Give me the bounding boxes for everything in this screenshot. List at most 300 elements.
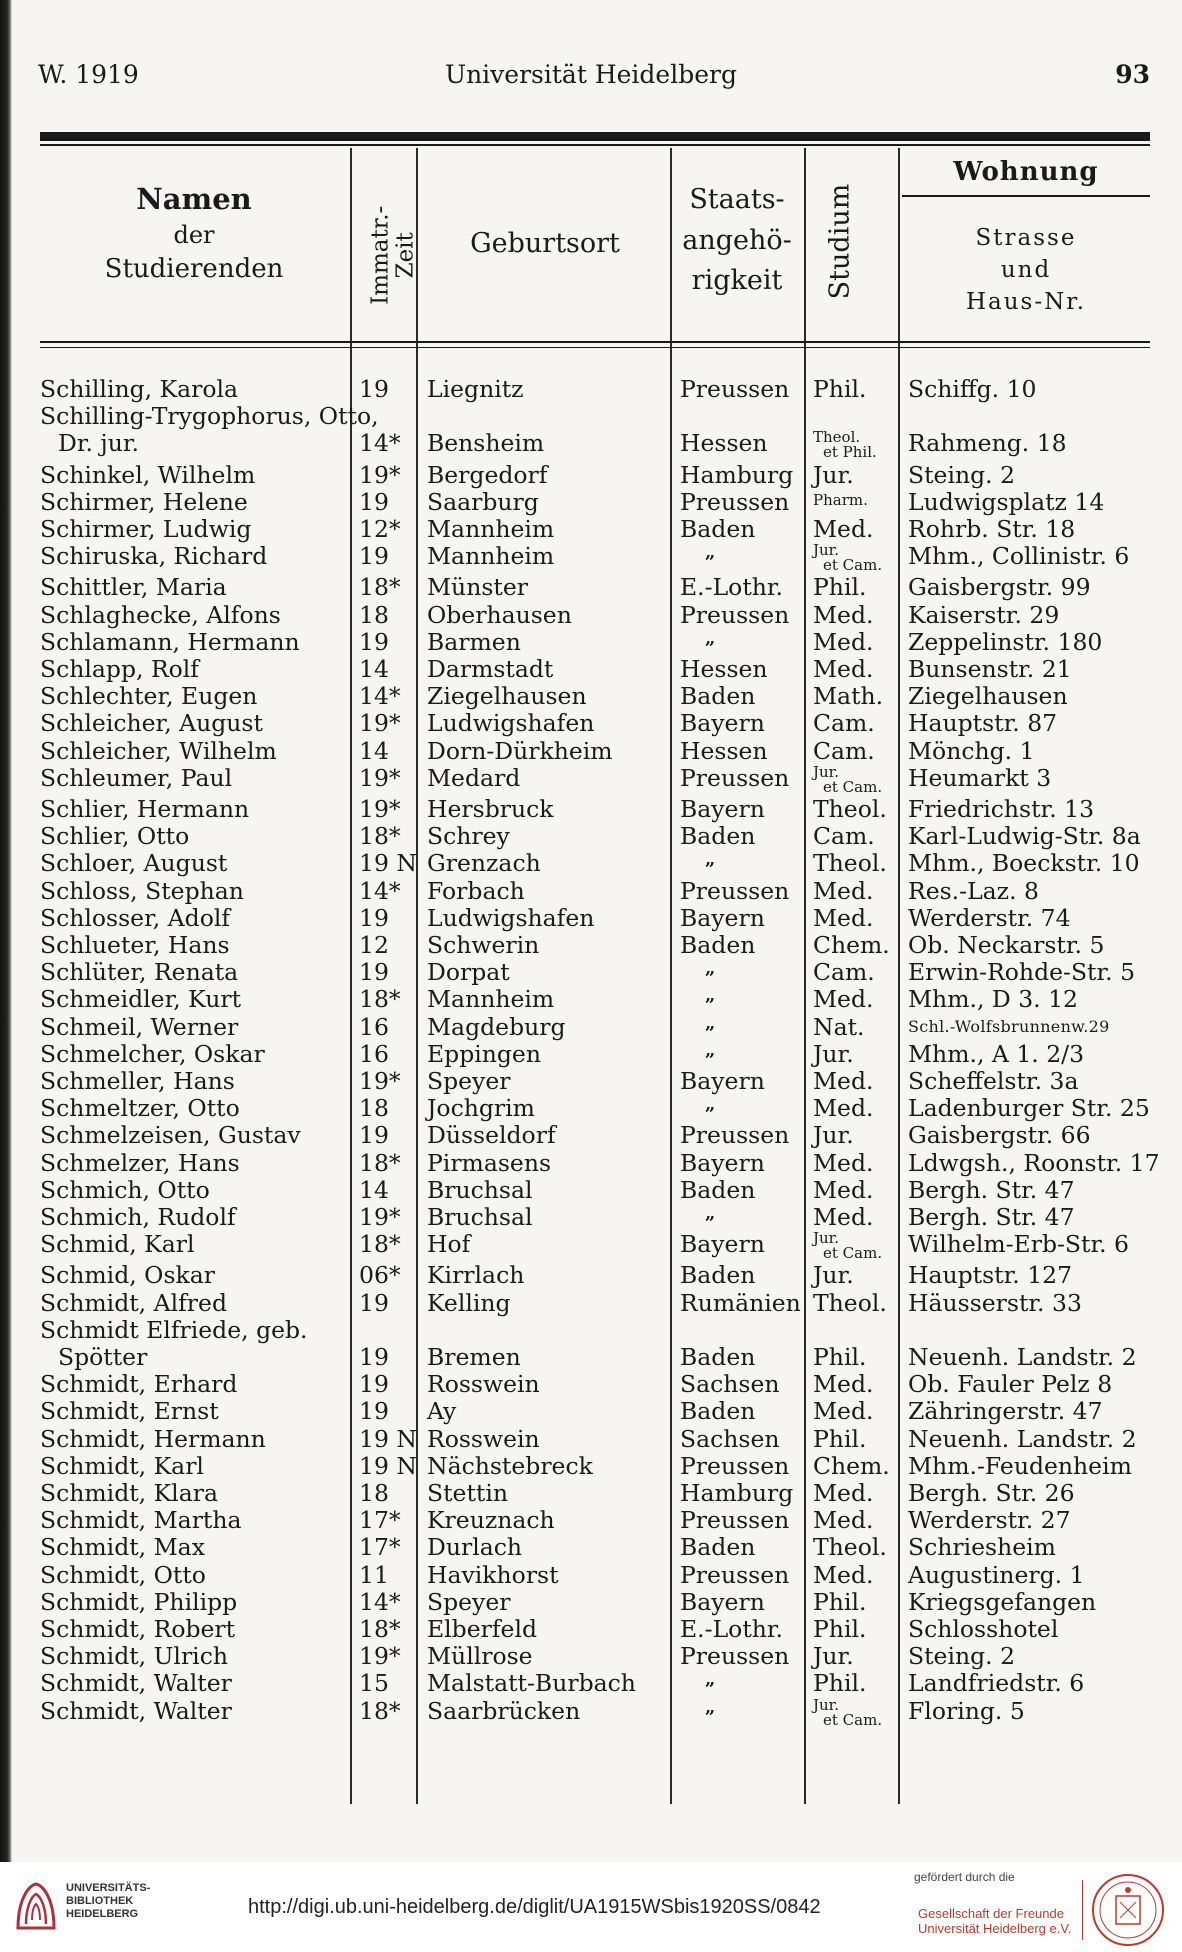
address: Mhm.-Feudenheim [908, 1451, 1132, 1480]
nationality: „ [705, 542, 716, 564]
student-name: Schirmer, Ludwig [40, 515, 252, 543]
address: Werderstr. 27 [908, 1506, 1071, 1535]
table-row [0, 795, 1182, 822]
birthplace: Müllrose [427, 1642, 533, 1671]
immatr-zeit: 19 [359, 1288, 389, 1317]
study-subject: Phil. [813, 1615, 867, 1643]
address: Karl-Ludwig-Str. 8a [908, 822, 1141, 851]
immatr-zeit: 18* [359, 1696, 401, 1725]
address: Häusserstr. 33 [908, 1288, 1082, 1317]
birthplace: Elberfeld [427, 1615, 538, 1643]
immatr-zeit: 14* [359, 1587, 401, 1616]
study-subject: Theol. [813, 1288, 887, 1317]
namen-label: Namen [136, 182, 252, 216]
table-row [0, 1229, 1182, 1263]
table-row [0, 1067, 1182, 1094]
student-name: Schmidt, Klara [40, 1479, 218, 1507]
study-subject: Phil. [813, 573, 867, 602]
study-subject: Jur. et Cam. [813, 1695, 883, 1729]
table-row [0, 1013, 1182, 1040]
table-row [0, 1615, 1182, 1642]
student-name: Schmid, Oskar [40, 1261, 215, 1290]
table-row [0, 1094, 1182, 1121]
student-name: Schlüter, Renata [40, 958, 239, 987]
column-header-namen [40, 180, 348, 287]
address: Schriesheim [908, 1533, 1056, 1562]
table-row [0, 573, 1182, 600]
column-header-strasse [902, 222, 1150, 319]
birthplace: Pirmasens [427, 1148, 552, 1177]
page-title: Universität Heidelberg [445, 60, 737, 89]
top-rule-thin [40, 144, 1150, 146]
nationality: Sachsen [680, 1424, 780, 1453]
student-name: Schmidt, Karl [40, 1451, 204, 1480]
student-table [0, 375, 1182, 1795]
address: Res.-Laz. 8 [908, 876, 1039, 905]
student-name: Schmidt, Robert [40, 1615, 236, 1643]
study-subject: Theol. et Phil. [813, 428, 877, 462]
birthplace: Mannheim [427, 515, 555, 543]
study-subject: Med. [813, 1148, 874, 1177]
study-subject: Jur. [813, 1642, 854, 1671]
table-row [0, 709, 1182, 736]
address: Hauptstr. 87 [908, 709, 1058, 738]
nationality: Preussen [680, 1121, 790, 1150]
table-row [0, 1203, 1182, 1230]
address: Ziegelhausen [908, 682, 1068, 711]
birthplace: Ludwigshafen [427, 709, 595, 738]
address: Bergh. Str. 47 [908, 1175, 1075, 1204]
address: Mhm., Collinistr. 6 [908, 542, 1130, 571]
table-row [0, 1695, 1182, 1729]
immatr-zeit: 19* [359, 1067, 401, 1095]
student-name: Schleicher, August [40, 709, 263, 738]
nationality: Hessen [680, 429, 768, 458]
immatr-zeit: 14* [359, 876, 401, 905]
birthplace: Bruchsal [427, 1203, 533, 1231]
sponsor-name-line: Gesellschaft der Freunde [918, 1906, 1064, 1921]
address: Friedrichstr. 13 [908, 795, 1095, 823]
nationality: Bayern [680, 1230, 765, 1259]
address: Kaiserstr. 29 [908, 600, 1060, 629]
study-subject: Med. [813, 1479, 874, 1507]
study-subject: Med. [813, 1397, 874, 1426]
nationality: Hessen [680, 655, 768, 683]
address: Gaisbergstr. 99 [908, 573, 1091, 602]
immatr-zeit: 19* [359, 1203, 401, 1231]
table-row [0, 877, 1182, 904]
birthplace: Mannheim [427, 985, 555, 1014]
birthplace: Liegnitz [427, 375, 524, 403]
immatr-zeit: 14 [359, 655, 389, 683]
immatr-zeit: 19* [359, 709, 401, 738]
immatr-zeit: 19 [359, 1343, 389, 1371]
table-row [0, 1425, 1182, 1452]
table-row [0, 1289, 1182, 1316]
study-subject: Med. [813, 1560, 874, 1589]
table-row [0, 1040, 1182, 1067]
student-name: Schmeil, Werner [40, 1012, 239, 1041]
study-subject: Jur. et Cam. [813, 762, 883, 796]
study-subject: Nat. [813, 1012, 865, 1041]
immatr-zeit: 19 N [359, 1424, 417, 1453]
student-name: Schmid, Karl [40, 1230, 195, 1259]
study-subject: Med. [813, 876, 874, 905]
immatr-zeit: 19 N [359, 1451, 417, 1480]
nationality: „ [705, 958, 716, 980]
nationality: Sachsen [680, 1370, 780, 1399]
study-subject: Med. [813, 1203, 874, 1231]
birthplace: Speyer [427, 1067, 511, 1095]
table-row [0, 985, 1182, 1012]
birthplace: Hof [427, 1230, 471, 1259]
birthplace: Grenzach [427, 849, 541, 878]
university-seal-icon [1090, 1872, 1166, 1948]
der-label: der [173, 221, 215, 250]
birthplace: Nächstebreck [427, 1451, 593, 1480]
study-subject: Theol. [813, 849, 887, 878]
table-row [0, 1121, 1182, 1148]
birthplace: Barmen [427, 627, 521, 656]
student-name: Schloss, Stephan [40, 876, 244, 905]
address: Mhm., Boeckstr. 10 [908, 849, 1140, 878]
student-name: Schlueter, Hans [40, 931, 230, 959]
semester-label: W. 1919 [38, 60, 139, 89]
immatr-label: Immatr.- [367, 205, 394, 305]
header-bottom-rule [40, 341, 1150, 343]
birthplace: Hersbruck [427, 795, 554, 823]
immatr-zeit: 18* [359, 1615, 401, 1643]
address: Ob. Fauler Pelz 8 [908, 1370, 1113, 1399]
address: Gaisbergstr. 66 [908, 1121, 1091, 1150]
immatr-zeit: 19* [359, 460, 401, 489]
address: Bergh. Str. 47 [908, 1203, 1075, 1231]
study-subject: Med. [813, 627, 874, 656]
sponsor-name-line: Universität Heidelberg e.V. [918, 1921, 1072, 1936]
nationality: E.-Lothr. [680, 1615, 784, 1643]
table-row [0, 849, 1182, 876]
staats-label: Staats- [689, 184, 785, 215]
address: Schlosshotel [908, 1615, 1059, 1643]
table-row [0, 1588, 1182, 1615]
und-label: und [1000, 257, 1052, 284]
header-bottom-rule-thin [40, 347, 1150, 348]
address: Neuenh. Landstr. 2 [908, 1424, 1137, 1453]
birthplace: Malstatt-Burbach [427, 1669, 636, 1698]
student-name: Schlaghecke, Alfons [40, 600, 281, 629]
table-row [0, 1176, 1182, 1203]
immatr-zeit: 14 [359, 1175, 389, 1204]
table-row [0, 1261, 1182, 1288]
study-subject: Med. [813, 600, 874, 629]
student-name: Schmidt, Max [40, 1533, 205, 1562]
nationality: Baden [680, 515, 756, 543]
student-name: Schloer, August [40, 849, 228, 878]
student-name: Schmidt, Martha [40, 1506, 242, 1535]
column-header-immatr [369, 185, 420, 325]
student-name: Schmich, Otto [40, 1175, 210, 1204]
birthplace: Dorn-Dürkheim [427, 736, 613, 765]
zeit-label: Zeit [393, 232, 419, 279]
immatr-zeit: 14* [359, 682, 401, 711]
birthplace: Düsseldorf [427, 1121, 556, 1150]
table-row [0, 1149, 1182, 1176]
table-row [0, 428, 1182, 462]
table-row [0, 1506, 1182, 1533]
study-subject: Jur. [813, 1261, 854, 1290]
study-subject: Jur. et Cam. [813, 541, 883, 575]
nationality: Bayern [680, 903, 765, 932]
immatr-zeit: 19 [359, 487, 389, 516]
immatr-zeit: 19 [359, 1397, 389, 1426]
student-name: Schmidt Elfriede, geb. [40, 1315, 308, 1344]
address: Schiffg. 10 [908, 375, 1037, 403]
student-name: Schiruska, Richard [40, 542, 268, 571]
birthplace: Schwerin [427, 931, 540, 959]
address: Heumarkt 3 [908, 763, 1052, 792]
student-name: Schlapp, Rolf [40, 655, 200, 683]
birthplace: Kirrlach [427, 1261, 525, 1290]
immatr-zeit: 17* [359, 1506, 401, 1535]
address: Steing. 2 [908, 460, 1016, 489]
birthplace: Magdeburg [427, 1012, 566, 1041]
student-name: Schmidt, Ernst [40, 1397, 219, 1426]
address: Rahmeng. 18 [908, 429, 1067, 458]
birthplace: Rosswein [427, 1424, 540, 1453]
table-row [0, 1479, 1182, 1506]
footer [0, 1862, 1182, 1952]
column-header-geburtsort: Geburtsort [470, 228, 620, 259]
immatr-zeit: 16 [359, 1012, 389, 1041]
immatr-zeit: 18* [359, 1230, 401, 1259]
study-subject: Cam. [813, 958, 875, 987]
study-subject: Phil. [813, 375, 867, 403]
nationality: Preussen [680, 1451, 790, 1480]
birthplace: Bremen [427, 1343, 521, 1371]
address: Wilhelm-Erb-Str. 6 [908, 1230, 1130, 1259]
address: Ldwgsh., Roonstr. 17 [908, 1148, 1160, 1177]
student-name: Schmidt, Walter [40, 1669, 232, 1698]
immatr-zeit: 19* [359, 795, 401, 823]
nationality: „ [705, 1012, 716, 1034]
table-row [0, 488, 1182, 515]
birthplace: Durlach [427, 1533, 523, 1562]
nationality: Hamburg [680, 1479, 794, 1507]
angehoe-label: angehö- [682, 224, 792, 256]
birthplace: Münster [427, 573, 528, 602]
immatr-zeit: 12* [359, 515, 401, 543]
study-subject: Chem. [813, 1451, 890, 1480]
birthplace: Bergedorf [427, 460, 548, 489]
table-row [0, 628, 1182, 655]
immatr-zeit: 18* [359, 985, 401, 1014]
study-subject: Jur. [813, 460, 854, 489]
birthplace: Saarbrücken [427, 1696, 581, 1725]
library-name-line: UNIVERSITÄTS- [66, 1882, 151, 1894]
nationality: Baden [680, 1343, 756, 1371]
library-logo-icon [14, 1880, 58, 1932]
study-subject: Theol. [813, 1533, 887, 1562]
top-rule [40, 132, 1150, 141]
nationality: Baden [680, 1533, 756, 1562]
nationality: Preussen [680, 600, 790, 629]
running-head [0, 60, 1182, 100]
student-name: Schlamann, Hermann [40, 627, 300, 656]
birthplace: Jochgrim [427, 1094, 535, 1123]
table-row [0, 1533, 1182, 1560]
nationality: Bayern [680, 1067, 765, 1095]
nationality: Preussen [680, 1506, 790, 1535]
birthplace: Speyer [427, 1587, 511, 1616]
table-row [0, 931, 1182, 958]
study-subject: Med. [813, 903, 874, 932]
immatr-zeit: 19 [359, 542, 389, 571]
nationality: Baden [680, 1175, 756, 1204]
immatr-zeit: 19 N [359, 849, 417, 878]
birthplace: Medard [427, 763, 521, 792]
student-name: Schilling, Karola [40, 375, 239, 403]
student-name: Schmich, Rudolf [40, 1203, 236, 1231]
study-subject: Pharm. [813, 490, 868, 509]
library-name [66, 1882, 150, 1921]
nationality: Hessen [680, 736, 768, 765]
address: Zähringerstr. 47 [908, 1397, 1103, 1426]
address: Kriegsgefangen [908, 1587, 1097, 1616]
address: Landfriedstr. 6 [908, 1669, 1085, 1698]
study-subject: Med. [813, 985, 874, 1014]
birthplace: Mannheim [427, 542, 555, 571]
nationality: Bayern [680, 709, 765, 738]
nationality: Preussen [680, 487, 790, 516]
study-subject: Jur. [813, 1121, 854, 1150]
student-name: Spötter [58, 1343, 148, 1371]
student-name: Schmeidler, Kurt [40, 985, 242, 1014]
student-name: Schleicher, Wilhelm [40, 736, 277, 765]
nationality: Baden [680, 682, 756, 711]
page-number: 93 [1115, 60, 1150, 89]
table-row [0, 1397, 1182, 1424]
nationality: Bayern [680, 1587, 765, 1616]
study-subject: Phil. [813, 1669, 867, 1698]
student-name: Schmidt, Ulrich [40, 1642, 228, 1671]
nationality: Baden [680, 822, 756, 851]
immatr-zeit: 14* [359, 429, 401, 458]
study-subject: Jur. [813, 1039, 854, 1068]
student-name: Schlosser, Adolf [40, 903, 231, 932]
nationality: „ [705, 1696, 716, 1718]
strasse-label: Strasse [975, 225, 1077, 251]
column-header-staats [672, 180, 802, 302]
table-row [0, 904, 1182, 931]
address: Bergh. Str. 26 [908, 1479, 1075, 1507]
address: Ob. Neckarstr. 5 [908, 931, 1105, 959]
library-name-line: BIBLIOTHEK [66, 1895, 134, 1907]
study-subject: Jur. et Cam. [813, 1229, 883, 1263]
student-name: Schlier, Otto [40, 822, 190, 851]
address: Mönchg. 1 [908, 736, 1035, 765]
sponsor-name [918, 1906, 1071, 1936]
nationality: „ [705, 985, 716, 1007]
birthplace: Kreuznach [427, 1506, 555, 1535]
immatr-zeit: 18 [359, 600, 389, 629]
nationality: Bayern [680, 795, 765, 823]
immatr-zeit: 19 [359, 627, 389, 656]
table-row [0, 762, 1182, 796]
student-name: Schmeller, Hans [40, 1067, 235, 1095]
table-row [0, 822, 1182, 849]
address: Erwin-Rohde-Str. 5 [908, 958, 1136, 987]
table-row [0, 958, 1182, 985]
study-subject: Cam. [813, 709, 875, 738]
student-name: Schmelcher, Oskar [40, 1039, 265, 1068]
nationality: Baden [680, 1261, 756, 1290]
student-name: Schmelzeisen, Gustav [40, 1121, 301, 1150]
study-subject: Med. [813, 1506, 874, 1535]
address: Rohrb. Str. 18 [908, 515, 1076, 543]
student-name: Schmelzer, Hans [40, 1148, 240, 1177]
address: Neuenh. Landstr. 2 [908, 1343, 1137, 1371]
address: Steing. 2 [908, 1642, 1016, 1671]
immatr-zeit: 19 [359, 958, 389, 987]
table-row [0, 682, 1182, 709]
source-url-link[interactable]: http://digi.ub.uni-heidelberg.de/diglit/UA1915WSbis1920SS/0842 [248, 1896, 821, 1918]
address: Werderstr. 74 [908, 903, 1071, 932]
student-name: Schlechter, Eugen [40, 682, 258, 711]
immatr-zeit: 14 [359, 736, 389, 765]
table-row [0, 515, 1182, 542]
study-subject: Cam. [813, 736, 875, 765]
study-subject: Med. [813, 1370, 874, 1399]
student-name: Schlier, Hermann [40, 795, 250, 823]
immatr-zeit: 18* [359, 1148, 401, 1177]
nationality: Hamburg [680, 460, 794, 489]
nationality: „ [705, 1039, 716, 1061]
birthplace: Ziegelhausen [427, 682, 587, 711]
address: Zeppelinstr. 180 [908, 627, 1103, 656]
immatr-zeit: 19 [359, 375, 389, 403]
student-name: Schmeltzer, Otto [40, 1094, 240, 1123]
birthplace: Havikhorst [427, 1560, 559, 1589]
immatr-zeit: 19 [359, 903, 389, 932]
table-row [0, 541, 1182, 575]
study-subject: Med. [813, 1094, 874, 1123]
student-name: Schmidt, Walter [40, 1696, 232, 1725]
immatr-zeit: 06* [359, 1261, 401, 1290]
wohnung-rule [902, 195, 1150, 197]
birthplace: Schrey [427, 822, 510, 851]
immatr-zeit: 11 [359, 1560, 389, 1589]
birthplace: Oberhausen [427, 600, 572, 629]
nationality: Baden [680, 931, 756, 959]
immatr-zeit: 17* [359, 1533, 401, 1562]
birthplace: Ay [427, 1397, 457, 1426]
address: Schl.-Wolfsbrunnenw.29 [908, 1016, 1110, 1036]
study-subject: Chem. [813, 931, 890, 959]
study-subject: Math. [813, 682, 884, 711]
nationality: Preussen [680, 876, 790, 905]
student-name: Schilling-Trygophorus, Otto, [40, 402, 379, 431]
address: Scheffelstr. 3a [908, 1067, 1079, 1095]
immatr-zeit: 19 [359, 1370, 389, 1399]
table-row [0, 1316, 1182, 1343]
birthplace: Kelling [427, 1288, 511, 1317]
nationality: „ [705, 1094, 716, 1116]
birthplace: Rosswein [427, 1370, 540, 1399]
student-name: Schmidt, Philipp [40, 1587, 238, 1616]
study-subject: Med. [813, 655, 874, 683]
nationality: „ [705, 849, 716, 871]
study-subject: Med. [813, 1175, 874, 1204]
